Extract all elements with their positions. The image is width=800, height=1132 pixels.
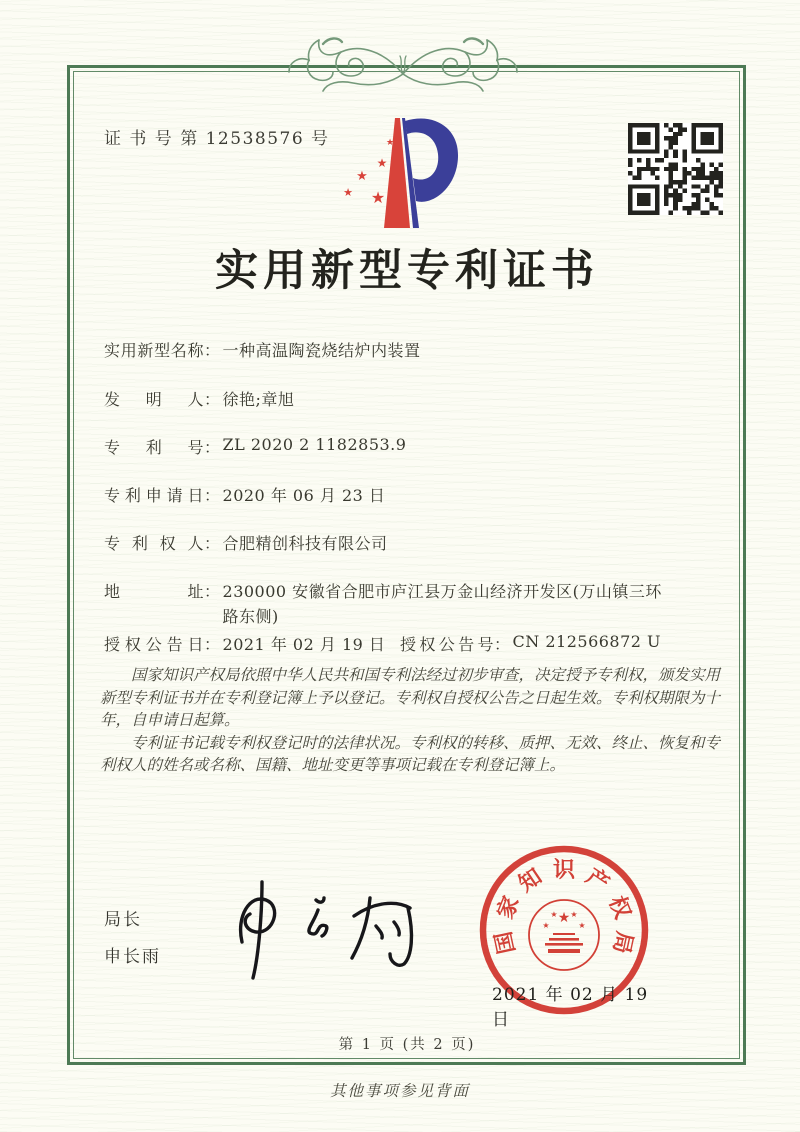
field-value: 230000 安徽省合肥市庐江县万金山经济开发区(万山镇三环路东侧): [222, 582, 662, 626]
seal-char: 权: [603, 892, 636, 923]
colon: ：: [204, 486, 221, 505]
field-value: 2021 年 02 月 19 日: [222, 635, 386, 654]
field-row-inventor: [104, 387, 744, 410]
field-label: 专利权人: [104, 534, 204, 553]
qr-code: [628, 123, 723, 215]
legal-paragraph-1: 国家知识产权局依照中华人民共和国专利法经过初步审查，决定授予专利权，颁发实用新型专利证书并在专利登记簿上予以登记。专利权自授权公告之日起生效。专利权期限为十年，自申请日起算。: [100, 666, 721, 729]
field-value: 2020 年 06 月 23 日: [222, 486, 386, 505]
field-label: 专利号: [104, 438, 204, 457]
svg-text:★: ★: [356, 169, 368, 184]
field-value: CN 212566872 U: [512, 632, 662, 651]
svg-text:★: ★: [542, 921, 550, 930]
seal-char: 家: [492, 892, 525, 923]
svg-text:★: ★: [557, 910, 571, 926]
field-row-grant: [104, 632, 744, 655]
legal-paragraph-2: 专利证书记载专利权登记时的法律状况。专利权的转移、质押、无效、终止、恢复和专利权人的姓名或名称、国籍、地址变更等事项记载在专利登记簿上。: [100, 733, 721, 774]
signer-name: 申长雨: [104, 947, 161, 967]
field-row-address: [104, 579, 744, 629]
colon: ：: [204, 534, 221, 553]
seal-date: 2021 年 02 月 19 日: [492, 985, 649, 1030]
colon: ：: [204, 341, 221, 360]
field-value: ZL 2020 2 1182853.9: [222, 435, 407, 454]
field-value: 徐艳;章旭: [222, 390, 295, 409]
seal-char: 知: [514, 863, 547, 898]
certificate-title: 实用新型专利证书: [215, 246, 599, 296]
back-side-note: 其他事项参见背面: [329, 1082, 470, 1100]
seal-char: 产: [581, 863, 614, 898]
svg-text:★: ★: [570, 910, 578, 919]
flourish-ornament-icon: [283, 34, 523, 98]
colon: ：: [204, 582, 221, 601]
certificate-number: 证 书 号 第 12538576 号: [104, 129, 330, 149]
page-number: 第 1 页 (共 2 页): [338, 1037, 476, 1053]
colon: ：: [494, 635, 511, 654]
colon: ：: [204, 438, 221, 457]
field-label: 实用新型名称: [104, 341, 204, 360]
svg-text:★: ★: [550, 910, 558, 919]
field-value: 一种高温陶瓷烧结炉内装置: [222, 341, 421, 360]
colon: ：: [204, 390, 221, 409]
svg-text:★: ★: [578, 921, 586, 930]
commissioner-signature: [212, 876, 427, 986]
field-label: 授权公告号: [400, 635, 494, 654]
field-row-filing-date: [104, 483, 744, 506]
svg-text:★: ★: [343, 186, 353, 199]
cnipa-logo-icon: [334, 112, 468, 236]
field-label: 专利申请日: [104, 486, 204, 505]
field-pair-grant-number: [400, 632, 661, 655]
field-row-patentee: [104, 531, 744, 554]
field-label: 发明人: [104, 390, 204, 409]
legal-text-block: [100, 664, 720, 777]
seal-char: 国: [490, 929, 521, 956]
field-value: 合肥精创科技有限公司: [222, 534, 388, 553]
svg-text:★: ★: [385, 138, 395, 148]
signer-title: 局长: [104, 910, 142, 930]
colon: ：: [204, 635, 221, 654]
svg-text:★: ★: [370, 188, 386, 207]
svg-text:★: ★: [376, 156, 388, 170]
seal-char: 局: [607, 929, 638, 956]
seal-char: 识: [552, 857, 576, 883]
field-label: 地址: [104, 582, 204, 601]
field-row-name: [104, 338, 744, 361]
field-label: 授权公告日: [104, 635, 204, 654]
field-row-patent-number: [104, 435, 744, 458]
